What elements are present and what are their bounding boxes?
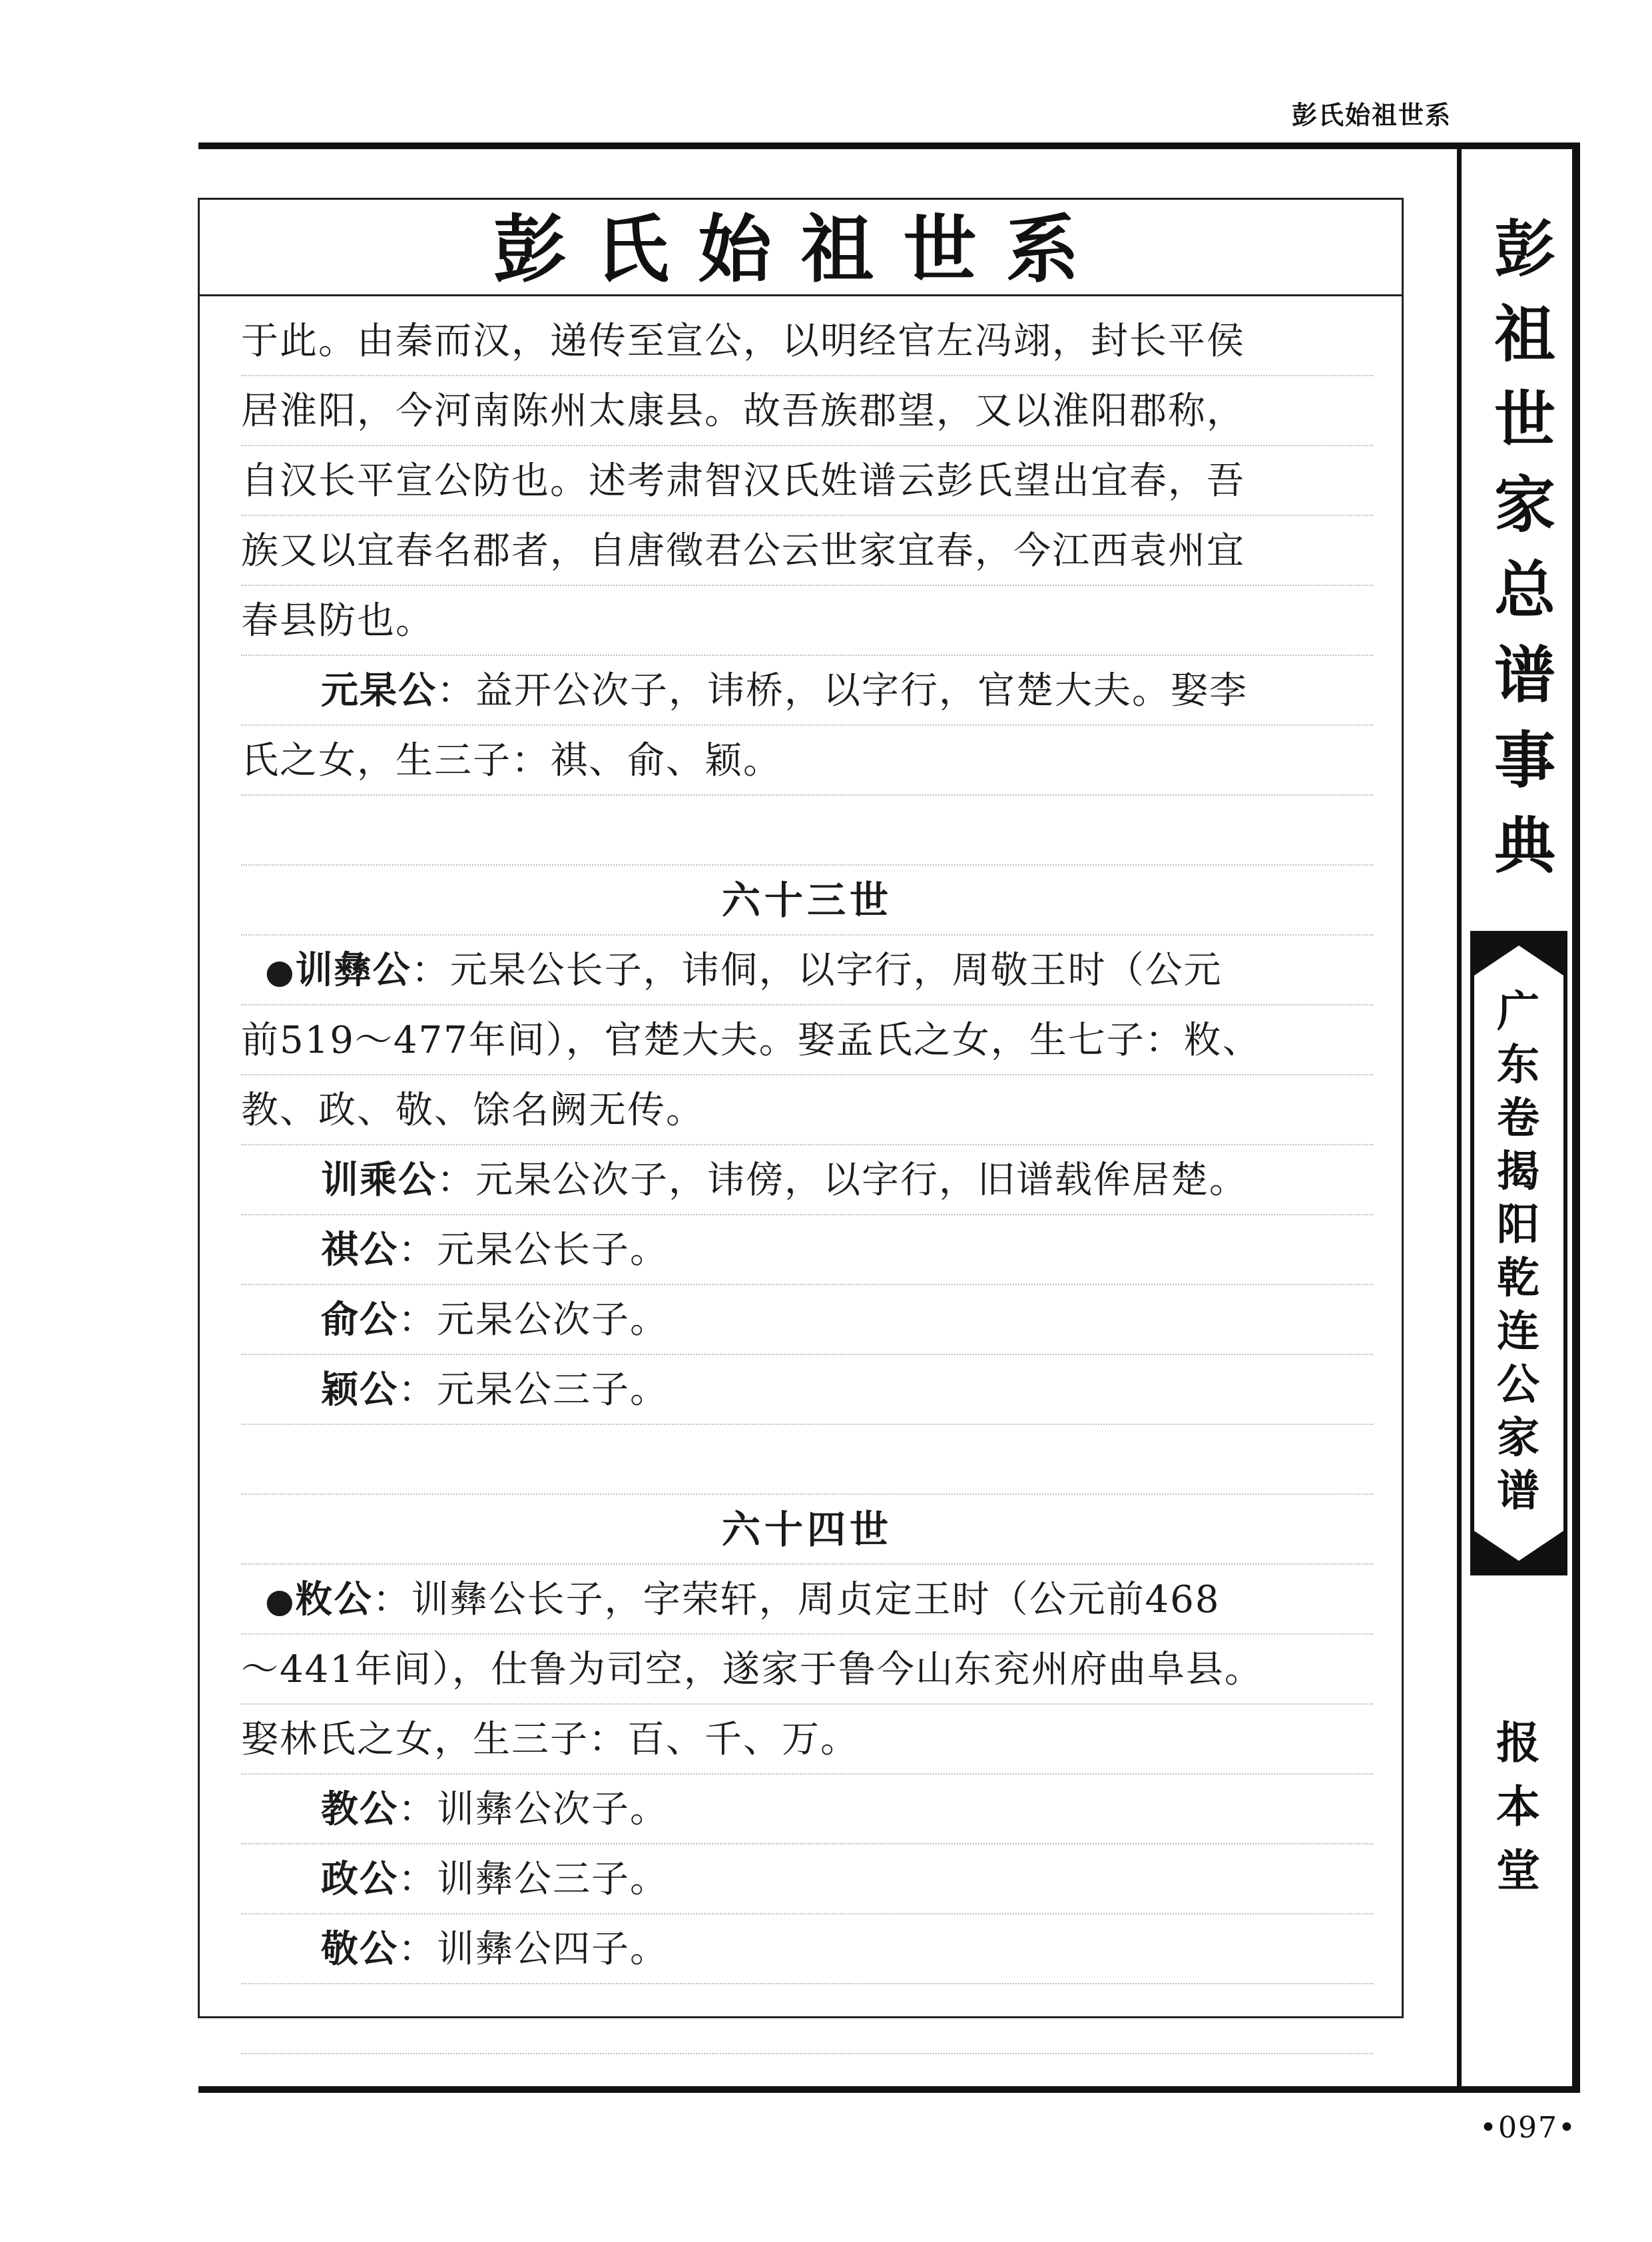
title-char: 祖: [1494, 298, 1555, 370]
line-text: ：元杲公三子。: [398, 1368, 669, 1412]
page-title: 彭氏始祖世系: [200, 200, 1402, 296]
entry-line: [241, 1145, 1373, 1215]
text-line: [241, 516, 1373, 586]
entry-line: [241, 1914, 1373, 1984]
title-char: 典: [1494, 810, 1555, 882]
subtitle-char: 阳: [1497, 1201, 1539, 1250]
blank-line: [241, 796, 1373, 866]
line-text: 前519～477年间），官楚大夫。娶孟氏之女，生七子：敉、: [241, 1019, 1261, 1062]
text-line: [241, 1005, 1373, 1075]
subtitle-char: 卷: [1497, 1094, 1539, 1143]
entry-line: [241, 1565, 1373, 1635]
text-line: [241, 1705, 1373, 1775]
line-text: ：训彝公三子。: [398, 1858, 669, 1901]
line-text: ：益开公次子，讳桥，以字行，官楚大夫。娶李: [437, 669, 1248, 712]
line-text: ～441年间），仕鲁为司空，遂家于鲁今山东兖州府曲阜县。: [241, 1648, 1263, 1691]
ancestor-name: 训乘公: [321, 1158, 437, 1202]
entry-line: [241, 1215, 1373, 1285]
line-text: 居淮阳，今河南陈州太康县。故吾族郡望，又以淮阳郡称，: [241, 390, 1245, 433]
text-line: [241, 1075, 1373, 1145]
running-head: 彭氏始祖世系: [1292, 101, 1452, 130]
hall-char: 本: [1496, 1781, 1540, 1832]
ancestor-name: 政公: [321, 1857, 398, 1901]
line-text: 教、政、敬、馀名阙无传。: [241, 1089, 704, 1132]
ancestor-name: 敬公: [321, 1927, 398, 1971]
ancestor-name: 训彝公: [295, 948, 412, 992]
title-char: 家: [1494, 469, 1555, 541]
spine-title: [1485, 206, 1565, 888]
entry-line: [241, 936, 1373, 1005]
blank-line: [241, 1984, 1373, 2054]
line-text: ：元杲公长子，讳侗，以字行，周敬王时（公元: [411, 949, 1223, 992]
ancestor-name: 颖公: [321, 1368, 398, 1412]
hall-char: 堂: [1496, 1845, 1540, 1896]
ancestor-name: 敉公: [295, 1577, 373, 1621]
generation-heading: 六十三世: [241, 866, 1373, 936]
top-rule: [198, 142, 1580, 149]
title-char: 事: [1494, 724, 1555, 796]
ancestor-name: 教公: [321, 1787, 398, 1831]
genealogy-text: [241, 306, 1373, 2054]
entry-line: [241, 1775, 1373, 1844]
text-line: [241, 376, 1373, 446]
bullet-icon: ●: [265, 1581, 296, 1620]
ancestor-name: 祺公: [321, 1228, 398, 1272]
line-text: 族又以宜春名郡者，自唐徵君公云世家宜春，今江西袁州宜: [241, 529, 1245, 573]
title-char: 总: [1494, 554, 1555, 626]
subtitle-char: 揭: [1497, 1147, 1539, 1197]
title-char: 世: [1494, 384, 1555, 455]
line-text: ：元杲公次子。: [398, 1298, 669, 1342]
subtitle-char: 东: [1497, 1041, 1539, 1090]
line-text: ：元杲公长子。: [398, 1229, 669, 1272]
line-text: 春县防也。: [241, 599, 434, 643]
text-line: [241, 1635, 1373, 1705]
text-line: [241, 306, 1373, 376]
blank-line: [241, 1425, 1373, 1495]
generation-heading: 六十四世: [241, 1495, 1373, 1565]
ancestor-name: 元杲公: [321, 669, 437, 712]
subtitle-char: 公: [1497, 1360, 1539, 1410]
line-text: ：训彝公长子，字荣轩，周贞定王时（公元前468: [372, 1578, 1221, 1621]
bullet-icon: ●: [265, 952, 296, 991]
page-number: •097•: [1480, 2111, 1577, 2145]
entry-line: [241, 1355, 1373, 1425]
line-text: 氏之女，生三子：祺、俞、颖。: [241, 739, 782, 782]
line-text: ：训彝公次子。: [398, 1788, 669, 1831]
spine-subtitle: [1485, 985, 1551, 1518]
ancestor-name: 俞公: [321, 1298, 398, 1342]
subtitle-char: 家: [1497, 1414, 1539, 1463]
text-line: [241, 726, 1373, 796]
entry-line: [241, 1285, 1373, 1355]
line-text: 娶林氏之女，生三子：百、千、万。: [241, 1718, 859, 1761]
spine-hall-name: [1485, 1711, 1551, 1903]
title-char: 谱: [1494, 639, 1555, 711]
text-line: [241, 446, 1373, 516]
line-text: 于此。由秦而汉，递传至宣公，以明经官左冯翊，封长平侯: [241, 320, 1245, 363]
subtitle-char: 广: [1497, 987, 1539, 1037]
text-line: [241, 586, 1373, 656]
subtitle-char: 乾: [1497, 1254, 1539, 1303]
subtitle-char: 连: [1497, 1307, 1539, 1356]
title-char: 彭: [1494, 213, 1555, 285]
line-text: ：元杲公次子，讳傍，以字行，旧谱载侔居楚。: [437, 1159, 1248, 1202]
subtitle-char: 谱: [1497, 1467, 1539, 1516]
line-text: 自汉长平宣公防也。述考肃智汉氏姓谱云彭氏望出宜春，吾: [241, 459, 1245, 503]
hall-char: 报: [1496, 1717, 1540, 1769]
entry-line: [241, 1844, 1373, 1914]
entry-line: [241, 656, 1373, 726]
line-text: ：训彝公四子。: [398, 1928, 669, 1971]
bottom-rule: [198, 2086, 1580, 2093]
